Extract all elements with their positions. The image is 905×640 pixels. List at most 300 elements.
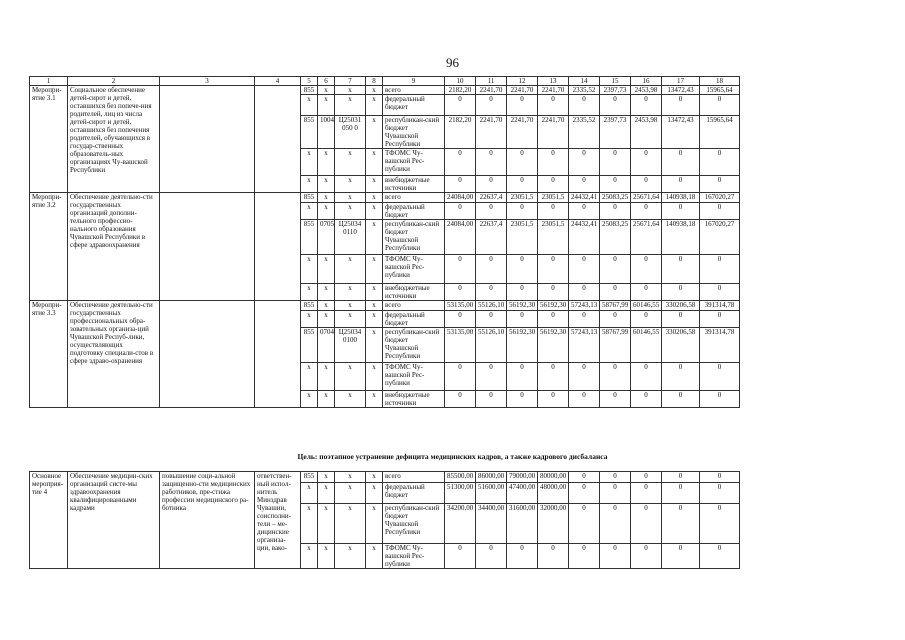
grbs-cell: x [301,504,318,544]
value-cell: 60146,55 [631,328,662,363]
value-cell: 2182,20 [445,116,476,149]
value-cell: 57243,13 [569,328,600,363]
target-item-cell: x [335,544,366,569]
value-cell: 31600,00 [507,504,538,544]
value-cell: 25671,64 [631,193,662,203]
value-cell: 0 [600,203,631,220]
funding-source-cell: всего [383,301,445,311]
table-row [30,86,740,95]
value-cell: 25671,64 [631,220,662,255]
column-number-header: 18 [700,77,740,86]
target-item-cell: x [335,311,366,328]
table-row [30,193,740,203]
value-cell: 0 [476,391,507,408]
value-cell: 51300,00 [445,483,476,504]
value-cell: 48000,00 [538,483,569,504]
value-cell: 47400,00 [507,483,538,504]
grbs-cell: 855 [301,86,318,95]
value-cell: 25083,25 [600,193,631,203]
target-item-cell: x [335,203,366,220]
column-number-header: 3 [160,77,255,86]
value-cell: 0 [700,311,740,328]
column-number-header: 2 [68,77,160,86]
value-cell: 0 [538,284,569,301]
value-cell: 2241,70 [507,116,538,149]
funding-source-cell: всего [383,472,445,483]
funding-source-cell: внебюджетные источники [383,391,445,408]
value-cell: 53135,00 [445,328,476,363]
value-cell: 34400,00 [476,504,507,544]
grbs-cell: 855 [301,116,318,149]
value-cell: 0 [662,176,700,193]
value-cell: 51600,00 [476,483,507,504]
value-cell: 0 [631,203,662,220]
value-cell: 0 [569,203,600,220]
value-cell: 56192,30 [507,301,538,311]
value-cell: 0 [445,284,476,301]
value-cell: 0 [662,544,700,569]
expense-type-cell: x [366,220,383,255]
value-cell: 24432,41 [569,220,600,255]
grbs-cell: x [301,391,318,408]
column-number-header: 8 [366,77,383,86]
value-cell: 0 [569,391,600,408]
value-cell: 0 [507,203,538,220]
value-cell: 0 [600,176,631,193]
value-cell: 140938,18 [662,193,700,203]
value-cell: 58767,99 [600,301,631,311]
value-cell: 60146,55 [631,301,662,311]
value-cell: 58767,99 [600,328,631,363]
header-row [30,77,740,86]
value-cell: 0 [569,311,600,328]
section-code-cell: x [318,149,335,176]
value-cell: 56192,30 [507,328,538,363]
value-cell: 2241,70 [507,86,538,95]
expense-type-cell: x [366,504,383,544]
section-code-cell: x [318,86,335,95]
section-code-cell: x [318,203,335,220]
column-number-header: 12 [507,77,538,86]
description-cell: Обеспечение деятельно-сти государственных организаций дополни-тельного профессио-нального образования Чувашской Республики в сфере здравоохранения [68,193,160,301]
value-cell: 0 [700,544,740,569]
value-cell: 2182,20 [445,86,476,95]
value-cell: 32000,00 [538,504,569,544]
value-cell: 0 [662,284,700,301]
value-cell: 0 [476,544,507,569]
value-cell: 0 [569,95,600,116]
value-cell: 140938,18 [662,220,700,255]
funding-source-cell: республикан-ский бюджет Чувашской Республики [383,328,445,363]
value-cell: 0 [445,363,476,391]
section-code-cell: x [318,255,335,284]
value-cell: 53135,00 [445,301,476,311]
value-cell: 0 [600,363,631,391]
value-cell: 0 [476,95,507,116]
value-cell: 86000,00 [476,472,507,483]
value-cell: 79000,00 [507,472,538,483]
section-code-cell: x [318,504,335,544]
value-cell: 0 [662,255,700,284]
value-cell: 0 [600,472,631,483]
value-cell: 0 [631,149,662,176]
value-cell: 0 [700,95,740,116]
expense-type-cell: x [366,116,383,149]
value-cell: 56192,30 [538,328,569,363]
value-cell: 2453,98 [631,116,662,149]
value-cell: 23051,5 [507,220,538,255]
grbs-cell: x [301,95,318,116]
funding-source-cell: всего [383,86,445,95]
value-cell: 24084,00 [445,193,476,203]
value-cell: 0 [631,284,662,301]
value-cell: 0 [569,483,600,504]
value-cell: 0 [507,363,538,391]
target-item-cell: x [335,391,366,408]
value-cell: 0 [662,363,700,391]
grbs-cell: 855 [301,301,318,311]
value-cell: 0 [600,391,631,408]
value-cell: 0 [600,504,631,544]
value-cell: 0 [569,176,600,193]
value-cell: 0 [538,203,569,220]
value-cell: 80000,00 [538,472,569,483]
value-cell: 0 [662,203,700,220]
funding-source-cell: федеральный бюджет [383,311,445,328]
expense-type-cell: x [366,311,383,328]
expense-type-cell: x [366,255,383,284]
value-cell: 2335,52 [569,116,600,149]
value-cell: 2241,70 [476,116,507,149]
event-cell: Меропри-ятие 3.1 [30,86,68,193]
value-cell: 0 [600,284,631,301]
value-cell: 0 [507,176,538,193]
section-code-cell: 0705 [318,220,335,255]
expense-type-cell: x [366,176,383,193]
value-cell: 0 [445,176,476,193]
value-cell: 0 [476,203,507,220]
value-cell: 0 [631,255,662,284]
value-cell: 0 [569,149,600,176]
section-code-cell: x [318,176,335,193]
expense-type-cell: x [366,544,383,569]
grbs-cell: 855 [301,328,318,363]
value-cell: 2453,98 [631,86,662,95]
expense-type-cell: x [366,149,383,176]
event-cell: Меропри-ятие 3.3 [30,301,68,408]
value-cell: 0 [569,504,600,544]
table-row [30,301,740,311]
value-cell: 0 [631,311,662,328]
value-cell: 22637,4 [476,220,507,255]
expense-type-cell: x [366,483,383,504]
funding-source-cell: внебюджетные источники [383,284,445,301]
funding-source-cell: республикан-ский бюджет Чувашской Республики [383,116,445,149]
value-cell: 167020,27 [700,220,740,255]
section-code-cell: x [318,544,335,569]
value-cell: 0 [476,363,507,391]
value-cell: 0 [631,504,662,544]
value-cell: 0 [631,176,662,193]
value-cell: 0 [662,311,700,328]
target-item-cell: x [335,472,366,483]
value-cell: 0 [538,95,569,116]
column-number-header: 10 [445,77,476,86]
grbs-cell: x [301,149,318,176]
value-cell: 15965,64 [700,116,740,149]
value-cell: 0 [538,176,569,193]
executor-cell [255,193,301,301]
value-cell: 391314,78 [700,328,740,363]
funding-source-cell: республикан-ский бюджет Чувашской Республики [383,220,445,255]
executor-cell [255,86,301,193]
section-table [29,471,740,569]
target-item-cell: Ц250340110 [335,220,366,255]
value-cell: 0 [507,95,538,116]
column-number-header: 13 [538,77,569,86]
grbs-cell: 855 [301,193,318,203]
value-cell: 0 [476,311,507,328]
value-cell: 0 [600,95,631,116]
value-cell: 34200,00 [445,504,476,544]
value-cell: 0 [507,544,538,569]
section-code-cell: x [318,472,335,483]
value-cell: 0 [445,149,476,176]
value-cell: 0 [476,149,507,176]
value-cell: 13472,43 [662,86,700,95]
section-code-cell: x [318,363,335,391]
value-cell: 0 [631,544,662,569]
executor-cell: ответствен-ный испол-нитель Минздрав Чувашии, соисполни-тели – ме-дицинские организа-ции, вако- [255,472,301,569]
grbs-cell: x [301,483,318,504]
value-cell: 0 [700,504,740,544]
goal-cell [160,86,255,193]
value-cell: 0 [507,149,538,176]
value-cell: 0 [700,176,740,193]
value-cell: 0 [662,483,700,504]
value-cell: 0 [507,284,538,301]
section-code-cell: x [318,483,335,504]
value-cell: 22637,4 [476,193,507,203]
value-cell: 0 [631,483,662,504]
funding-source-cell: ТФОМС Чу-вашской Рес-публики [383,255,445,284]
funding-source-cell: ТФОМС Чу-вашской Рес-публики [383,544,445,569]
grbs-cell: x [301,176,318,193]
target-item-cell: x [335,86,366,95]
value-cell: 0 [662,95,700,116]
expense-type-cell: x [366,203,383,220]
target-item-cell: x [335,149,366,176]
expense-type-cell: x [366,95,383,116]
value-cell: 0 [600,483,631,504]
description-cell: Обеспечение деятельно-сти государственных профессиональных обра-зовательных организа-ций Чувашской Респуб-лики, осуществляющих подготовку специали-стов в сфере здраво-охранения [68,301,160,408]
value-cell: 24432,41 [569,193,600,203]
funding-source-cell: федеральный бюджет [383,95,445,116]
expense-type-cell: x [366,391,383,408]
section-code-cell: 1004 [318,116,335,149]
value-cell: 2397,73 [600,116,631,149]
value-cell: 330206,58 [662,328,700,363]
value-cell: 0 [507,255,538,284]
value-cell: 0 [476,176,507,193]
value-cell: 0 [631,391,662,408]
target-item-cell: x [335,504,366,544]
value-cell: 13472,43 [662,116,700,149]
grbs-cell: x [301,203,318,220]
column-number-header: 9 [383,77,445,86]
column-number-header: 4 [255,77,301,86]
column-number-header: 14 [569,77,600,86]
target-item-cell: x [335,284,366,301]
event-cell: Основное мероприя-тие 4 [30,472,68,569]
value-cell: 0 [600,311,631,328]
value-cell: 167020,27 [700,193,740,203]
value-cell: 0 [700,483,740,504]
description-cell: Обеспечение медицин-ских организаций систе-мы здравоохранения квалифицированными кадрами [68,472,160,569]
table-row [30,472,740,483]
grbs-cell: x [301,544,318,569]
goal-cell [160,301,255,408]
column-number-header: 11 [476,77,507,86]
target-item-cell: Ц250340100 [335,328,366,363]
value-cell: 23051,5 [538,193,569,203]
section-code-cell: x [318,193,335,203]
value-cell: 0 [538,149,569,176]
column-number-header: 6 [318,77,335,86]
value-cell: 55126,10 [476,301,507,311]
value-cell: 0 [569,472,600,483]
value-cell: 0 [569,544,600,569]
funding-source-cell: республикан-ский бюджет Чувашской Республики [383,504,445,544]
value-cell: 0 [445,255,476,284]
expense-type-cell: x [366,86,383,95]
value-cell: 0 [700,363,740,391]
target-item-cell: x [335,95,366,116]
funding-source-cell: внебюджетные источники [383,176,445,193]
value-cell: 2241,70 [476,86,507,95]
value-cell: 0 [476,255,507,284]
description-cell: Социальное обеспечение детей-сирот и детей, оставшихся без попече-ния родителей, лиц из числа детей-сирот и детей, оставшихся без попечения родителей, обучающихся в государ-ственных образователь-ных организациях Чу-вашской Республики [68,86,160,193]
value-cell: 330206,58 [662,301,700,311]
value-cell: 0 [569,284,600,301]
value-cell: 0 [631,363,662,391]
column-number-header: 17 [662,77,700,86]
goal-heading: Цель: поэтапное устранение дефицита медицинских кадров, а также кадрового дисбаланса [297,452,608,461]
expense-type-cell: x [366,472,383,483]
value-cell: 57243,13 [569,301,600,311]
value-cell: 56192,30 [538,301,569,311]
funding-source-cell: ТФОМС Чу-вашской Рес-публики [383,363,445,391]
budget-table [29,76,740,408]
value-cell: 0 [445,391,476,408]
value-cell: 0 [631,472,662,483]
value-cell: 55126,10 [476,328,507,363]
value-cell: 85500,00 [445,472,476,483]
value-cell: 2397,73 [600,86,631,95]
executor-cell [255,301,301,408]
target-item-cell: x [335,363,366,391]
event-cell: Меропри-ятие 3.2 [30,193,68,301]
target-item-cell: x [335,176,366,193]
column-number-header: 5 [301,77,318,86]
column-number-header: 1 [30,77,68,86]
value-cell: 0 [600,544,631,569]
value-cell: 0 [569,363,600,391]
funding-source-cell: ТФОМС Чу-вашской Рес-публики [383,149,445,176]
value-cell: 0 [538,391,569,408]
section-code-cell: 0704 [318,328,335,363]
goal-cell: повышение соци-альной защищенно-сти медицинских работников, пре-стижа профессии медицинского ра-ботника [160,472,255,569]
expense-type-cell: x [366,363,383,391]
target-item-cell: x [335,301,366,311]
value-cell: 0 [445,95,476,116]
goal-cell [160,193,255,301]
value-cell: 23051,5 [538,220,569,255]
section-code-cell: x [318,95,335,116]
value-cell: 0 [662,472,700,483]
target-item-cell: x [335,483,366,504]
value-cell: 0 [476,284,507,301]
grbs-cell: x [301,284,318,301]
value-cell: 0 [700,472,740,483]
value-cell: 0 [700,203,740,220]
value-cell: 0 [538,255,569,284]
section-code-cell: x [318,284,335,301]
target-item-cell: Ц25031050 0 [335,116,366,149]
grbs-cell: 855 [301,220,318,255]
page-number: 96 [446,55,459,70]
value-cell: 0 [631,95,662,116]
target-item-cell: x [335,193,366,203]
grbs-cell: x [301,363,318,391]
funding-source-cell: федеральный бюджет [383,483,445,504]
value-cell: 0 [700,149,740,176]
value-cell: 0 [445,311,476,328]
grbs-cell: x [301,311,318,328]
value-cell: 0 [600,255,631,284]
expense-type-cell: x [366,284,383,301]
value-cell: 0 [662,149,700,176]
value-cell: 0 [700,284,740,301]
column-number-header: 16 [631,77,662,86]
value-cell: 0 [538,363,569,391]
expense-type-cell: x [366,301,383,311]
value-cell: 0 [538,544,569,569]
value-cell: 0 [700,391,740,408]
value-cell: 15965,64 [700,86,740,95]
column-number-header: 7 [335,77,366,86]
grbs-cell: 855 [301,472,318,483]
value-cell: 24084,00 [445,220,476,255]
value-cell: 0 [700,255,740,284]
section-code-cell: x [318,311,335,328]
value-cell: 0 [662,391,700,408]
expense-type-cell: x [366,328,383,363]
value-cell: 0 [569,255,600,284]
value-cell: 25083,25 [600,220,631,255]
target-item-cell: x [335,255,366,284]
value-cell: 0 [445,203,476,220]
value-cell: 0 [507,311,538,328]
value-cell: 391314,78 [700,301,740,311]
funding-source-cell: всего [383,193,445,203]
value-cell: 2241,70 [538,116,569,149]
section-code-cell: x [318,391,335,408]
section-code-cell: x [318,301,335,311]
column-number-header: 15 [600,77,631,86]
value-cell: 23051,5 [507,193,538,203]
grbs-cell: x [301,255,318,284]
